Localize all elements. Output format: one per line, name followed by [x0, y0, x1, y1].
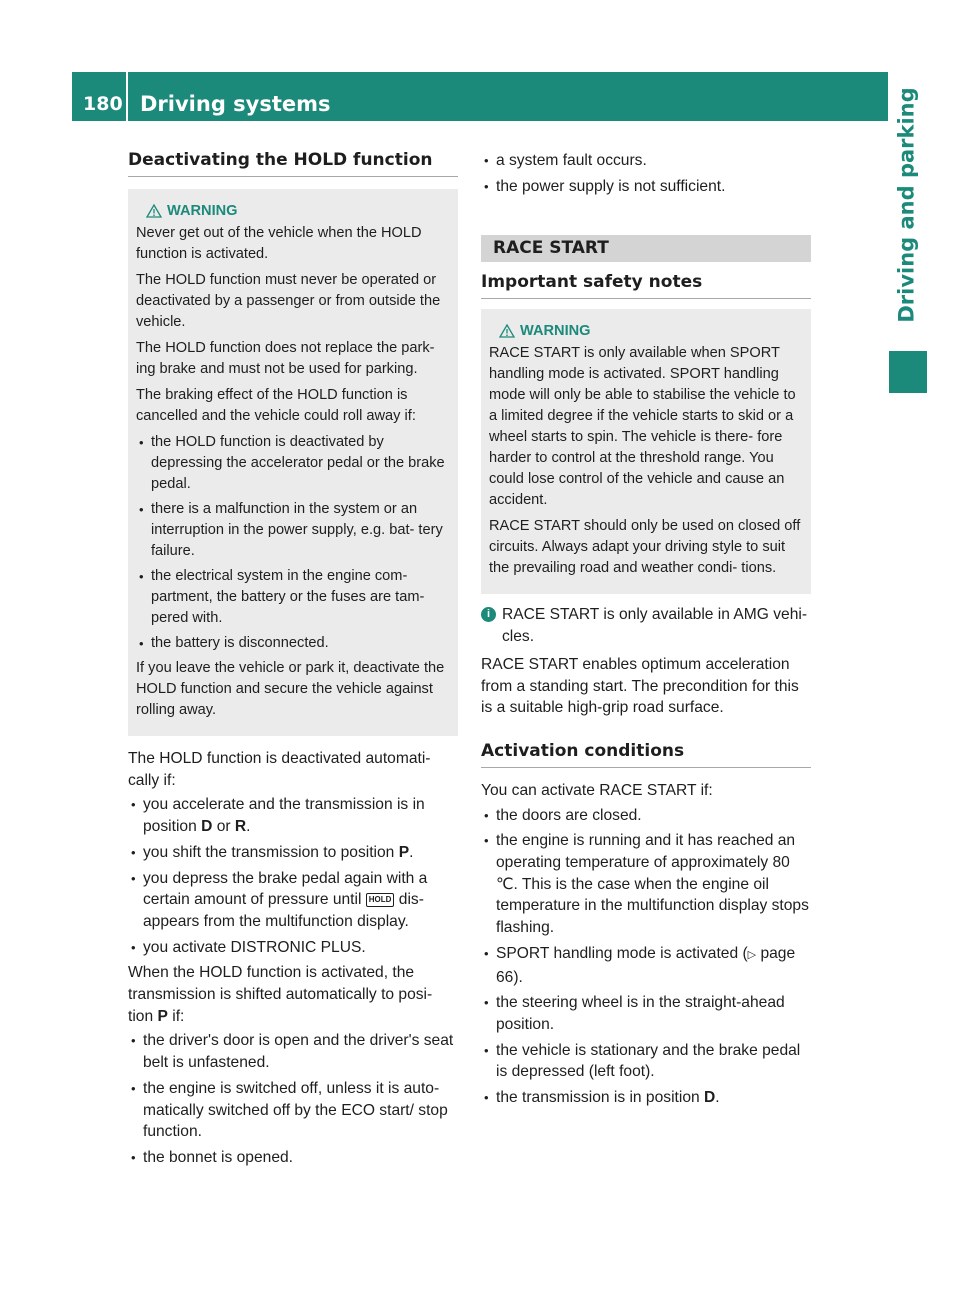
- fault-list: [481, 150, 811, 197]
- hold-deactivation-heading: Deactivating the HOLD function: [128, 150, 458, 177]
- section-title: Driving systems: [140, 92, 331, 116]
- list-item: • the electrical system in the engine com- partment, the battery or the fuses are tam- pered with.: [136, 566, 450, 629]
- warning-box: [128, 189, 458, 736]
- auto-deactivation-list: [128, 794, 458, 958]
- body-text: You can activate RACE START if:: [481, 781, 713, 799]
- list-item: • the engine is running and it has reached an operating temperature of approximately 80 ℃. This is the case when the engine oil temperature in the multifunction display stops flashing.: [481, 830, 811, 939]
- list-item: • the battery is disconnected.: [136, 633, 450, 654]
- left-column: [128, 150, 458, 1173]
- list-item: • the HOLD function is deactivated by depressing the accelerator pedal or the brake pedal.: [136, 432, 450, 495]
- warning-header: [146, 203, 450, 219]
- warning-title: WARNING: [167, 203, 238, 219]
- list-item: • you activate DISTRONIC PLUS.: [128, 937, 458, 959]
- side-tab: [888, 72, 926, 338]
- warning-header: [499, 323, 803, 339]
- warning-text: The braking effect of the HOLD function is cancelled and the vehicle could roll away if:: [136, 387, 416, 424]
- race-start-title: RACE START: [481, 235, 811, 262]
- warning-text: Never get out of the vehicle when the HOLD function is activated.: [136, 225, 422, 262]
- activation-list: [481, 805, 811, 1109]
- list-item: • you accelerate and the transmission is in position D or R.: [128, 794, 458, 837]
- info-icon: i: [481, 607, 496, 622]
- list-item: • there is a malfunction in the system or an interruption in the power supply, e.g. bat- tery failure.: [136, 499, 450, 562]
- warning-list: [136, 432, 450, 654]
- warning-triangle-icon: [499, 324, 515, 338]
- list-item: • the engine is switched off, unless it is auto- matically switched off by the ECO start/ stop function.: [128, 1078, 458, 1143]
- right-column: [481, 150, 811, 1113]
- list-item: • the vehicle is stationary and the brake pedal is depressed (left foot).: [481, 1040, 811, 1083]
- warning-triangle-icon: [146, 204, 162, 218]
- page-ref-arrow-icon: ▷: [747, 948, 757, 961]
- page-header: [72, 72, 888, 121]
- list-item: • the driver's door is open and the driver's seat belt is unfastened.: [128, 1030, 458, 1073]
- list-item: • SPORT handling mode is activated (▷ page 66).: [481, 943, 811, 988]
- warning-text: The HOLD function does not replace the park- ing brake and must not be used for parking.: [136, 340, 435, 377]
- activation-conditions-heading: Activation conditions: [481, 741, 811, 768]
- list-item: • you depress the brake pedal again with a certain amount of pressure until HOLD dis- appears from the multifunction display.: [128, 868, 458, 933]
- body-text: When the HOLD function is activated, the transmission is shifted automatically to posi- tion P if:: [128, 964, 433, 1025]
- list-item: • a system fault occurs.: [481, 150, 811, 172]
- list-item: • the doors are closed.: [481, 805, 811, 827]
- list-item: • you shift the transmission to position P.: [128, 842, 458, 864]
- safety-notes-heading: Important safety notes: [481, 272, 811, 299]
- list-item: • the bonnet is opened.: [128, 1147, 458, 1169]
- warning-text: The HOLD function must never be operated or deactivated by a passenger or from outside the vehicle.: [136, 272, 441, 330]
- info-text: RACE START is only available in AMG vehi- cles.: [502, 606, 808, 646]
- shift-to-park-list: [128, 1030, 458, 1168]
- side-tab-label: Driving and parking: [895, 87, 919, 323]
- body-text: RACE START enables optimum acceleration from a standing start. The precondition for this is a suitable high-grip road surface.: [481, 655, 799, 717]
- info-note: [481, 604, 811, 647]
- side-tab-marker: [889, 351, 927, 393]
- list-item: • the transmission is in position D.: [481, 1087, 811, 1109]
- warning-title: WARNING: [520, 323, 591, 340]
- list-item: • the power supply is not sufficient.: [481, 176, 811, 198]
- warning-text: RACE START should only be used on closed off circuits. Always adapt your driving style to suit the prevailing road and weather condi- tions.: [489, 518, 801, 577]
- header-divider: [126, 72, 128, 121]
- page-number: 180: [83, 93, 123, 115]
- warning-text: RACE START is only available when SPORT handling mode is activated. SPORT handling mode will only be able to stabilise the vehicle to a limited degree if the vehicle starts to skid or a wheel starts to spin. The vehicle is there- fore harder to control at the threshold range. You could lose control of the vehicle and cause an accident.: [489, 345, 796, 509]
- body-text: The HOLD function is deactivated automati- cally if:: [128, 750, 431, 789]
- list-item: • the steering wheel is in the straight-ahead position.: [481, 992, 811, 1035]
- warning-text: If you leave the vehicle or park it, deactivate the HOLD function and secure the vehicle against rolling away.: [136, 660, 445, 718]
- hold-symbol-icon: HOLD: [366, 893, 395, 907]
- warning-box: [481, 309, 811, 594]
